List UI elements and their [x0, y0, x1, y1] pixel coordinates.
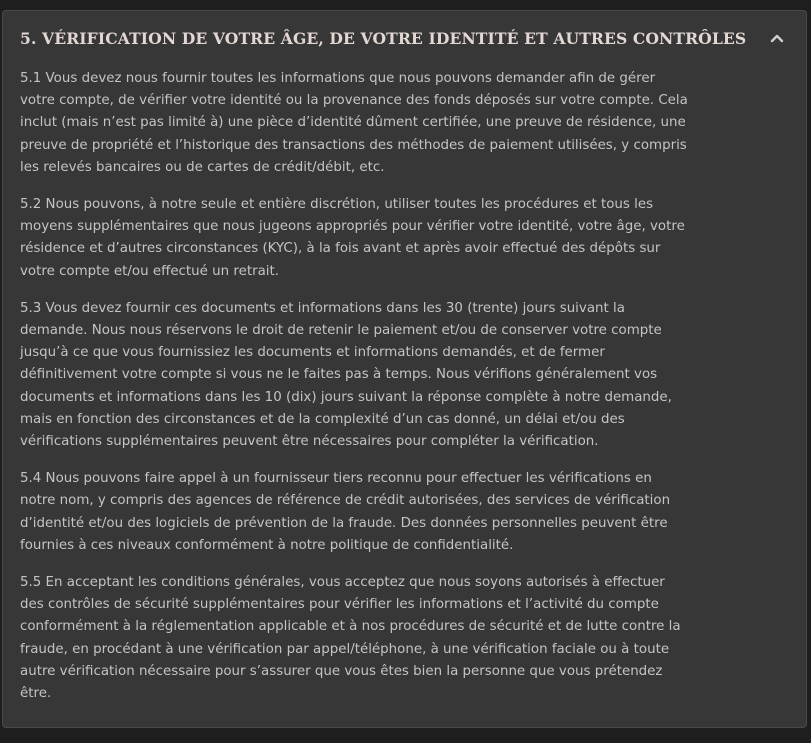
paragraph-5-4: 5.4 Nous pouvons faire appel à un fournisseur tiers reconnu pour effectuer les vérifications en notre nom, y compris des agences de référence de crédit autorisées, des services de vérification d’identité et/ou des logiciels de prévention de la fraude. Des données personnelles peuvent être fournies à ces niveaux conformément à notre politique de confidentialité.: [20, 471, 671, 553]
accordion-section: [2, 10, 807, 728]
paragraph-5-2: 5.2 Nous pouvons, à notre seule et entière discrétion, utiliser toutes les procédures et tous les moyens supplémentaires que nous jugeons appropriés pour vérifier votre identité, votre âge, votre résidence et d’autres circonstances (KYC), à la fois avant et après avoir effectué des dépôts sur votre compte et/ou effectué un retrait.: [20, 197, 685, 279]
collapse-button[interactable]: [764, 25, 790, 51]
chevron-up-icon: [770, 33, 784, 43]
section-body: [20, 68, 792, 720]
paragraph-5-1: 5.1 Vous devez nous fournir toutes les informations que nous pouvons demander afin de gérer votre compte, de vérifier votre identité ou la provenance des fonds déposés sur votre compte. Cela inclut (mais n’est pas limité à) une pièce d’identité dûment certifiée, une preuve de résidence, une preuve de propriété et l’historique des transactions des méthodes de paiement utilisées, y compris les relevés bancaires ou de cartes de crédit/débit, etc.: [20, 71, 688, 175]
paragraph-5-3: 5.3 Vous devez fournir ces documents et informations dans les 30 (trente) jours suivant la demande. Nous nous réservons le droit de retenir le paiement et/ou de conserver votre compte jusqu’à ce que vous fournissiez les documents et informations demandés, et de fermer définitivement votre compte si vous ne le faites pas à temps. Nous vérifions généralement vos documents et informations dans les 10 (dix) jours suivant la réponse complète à notre demande, mais en fonction des circonstances et de la complexité d’un cas donné, un délai et/ou des vérifications supplémentaires peuvent être nécessaires pour compléter la vérification.: [20, 300, 672, 450]
paragraph-5-5: 5.5 En acceptant les conditions générales, vous acceptez que nous soyons autorisés à effectuer des contrôles de sécurité supplémentaires pour vérifier les informations et l’activité du compte conformément à la réglementation applicable et à nos procédures de sécurité et de lutte contre la fraude, en procédant à une vérification par appel/téléphone, à une vérification faciale ou à toute autre vérification nécessaire pour s’assurer que vous êtes bien la personne que vous prétendez être.: [20, 575, 681, 702]
section-title: 5. VÉRIFICATION DE VOTRE ÂGE, DE VOTRE IDENTITÉ ET AUTRES CONTRÔLES: [20, 29, 747, 48]
accordion-header[interactable]: [3, 11, 806, 65]
